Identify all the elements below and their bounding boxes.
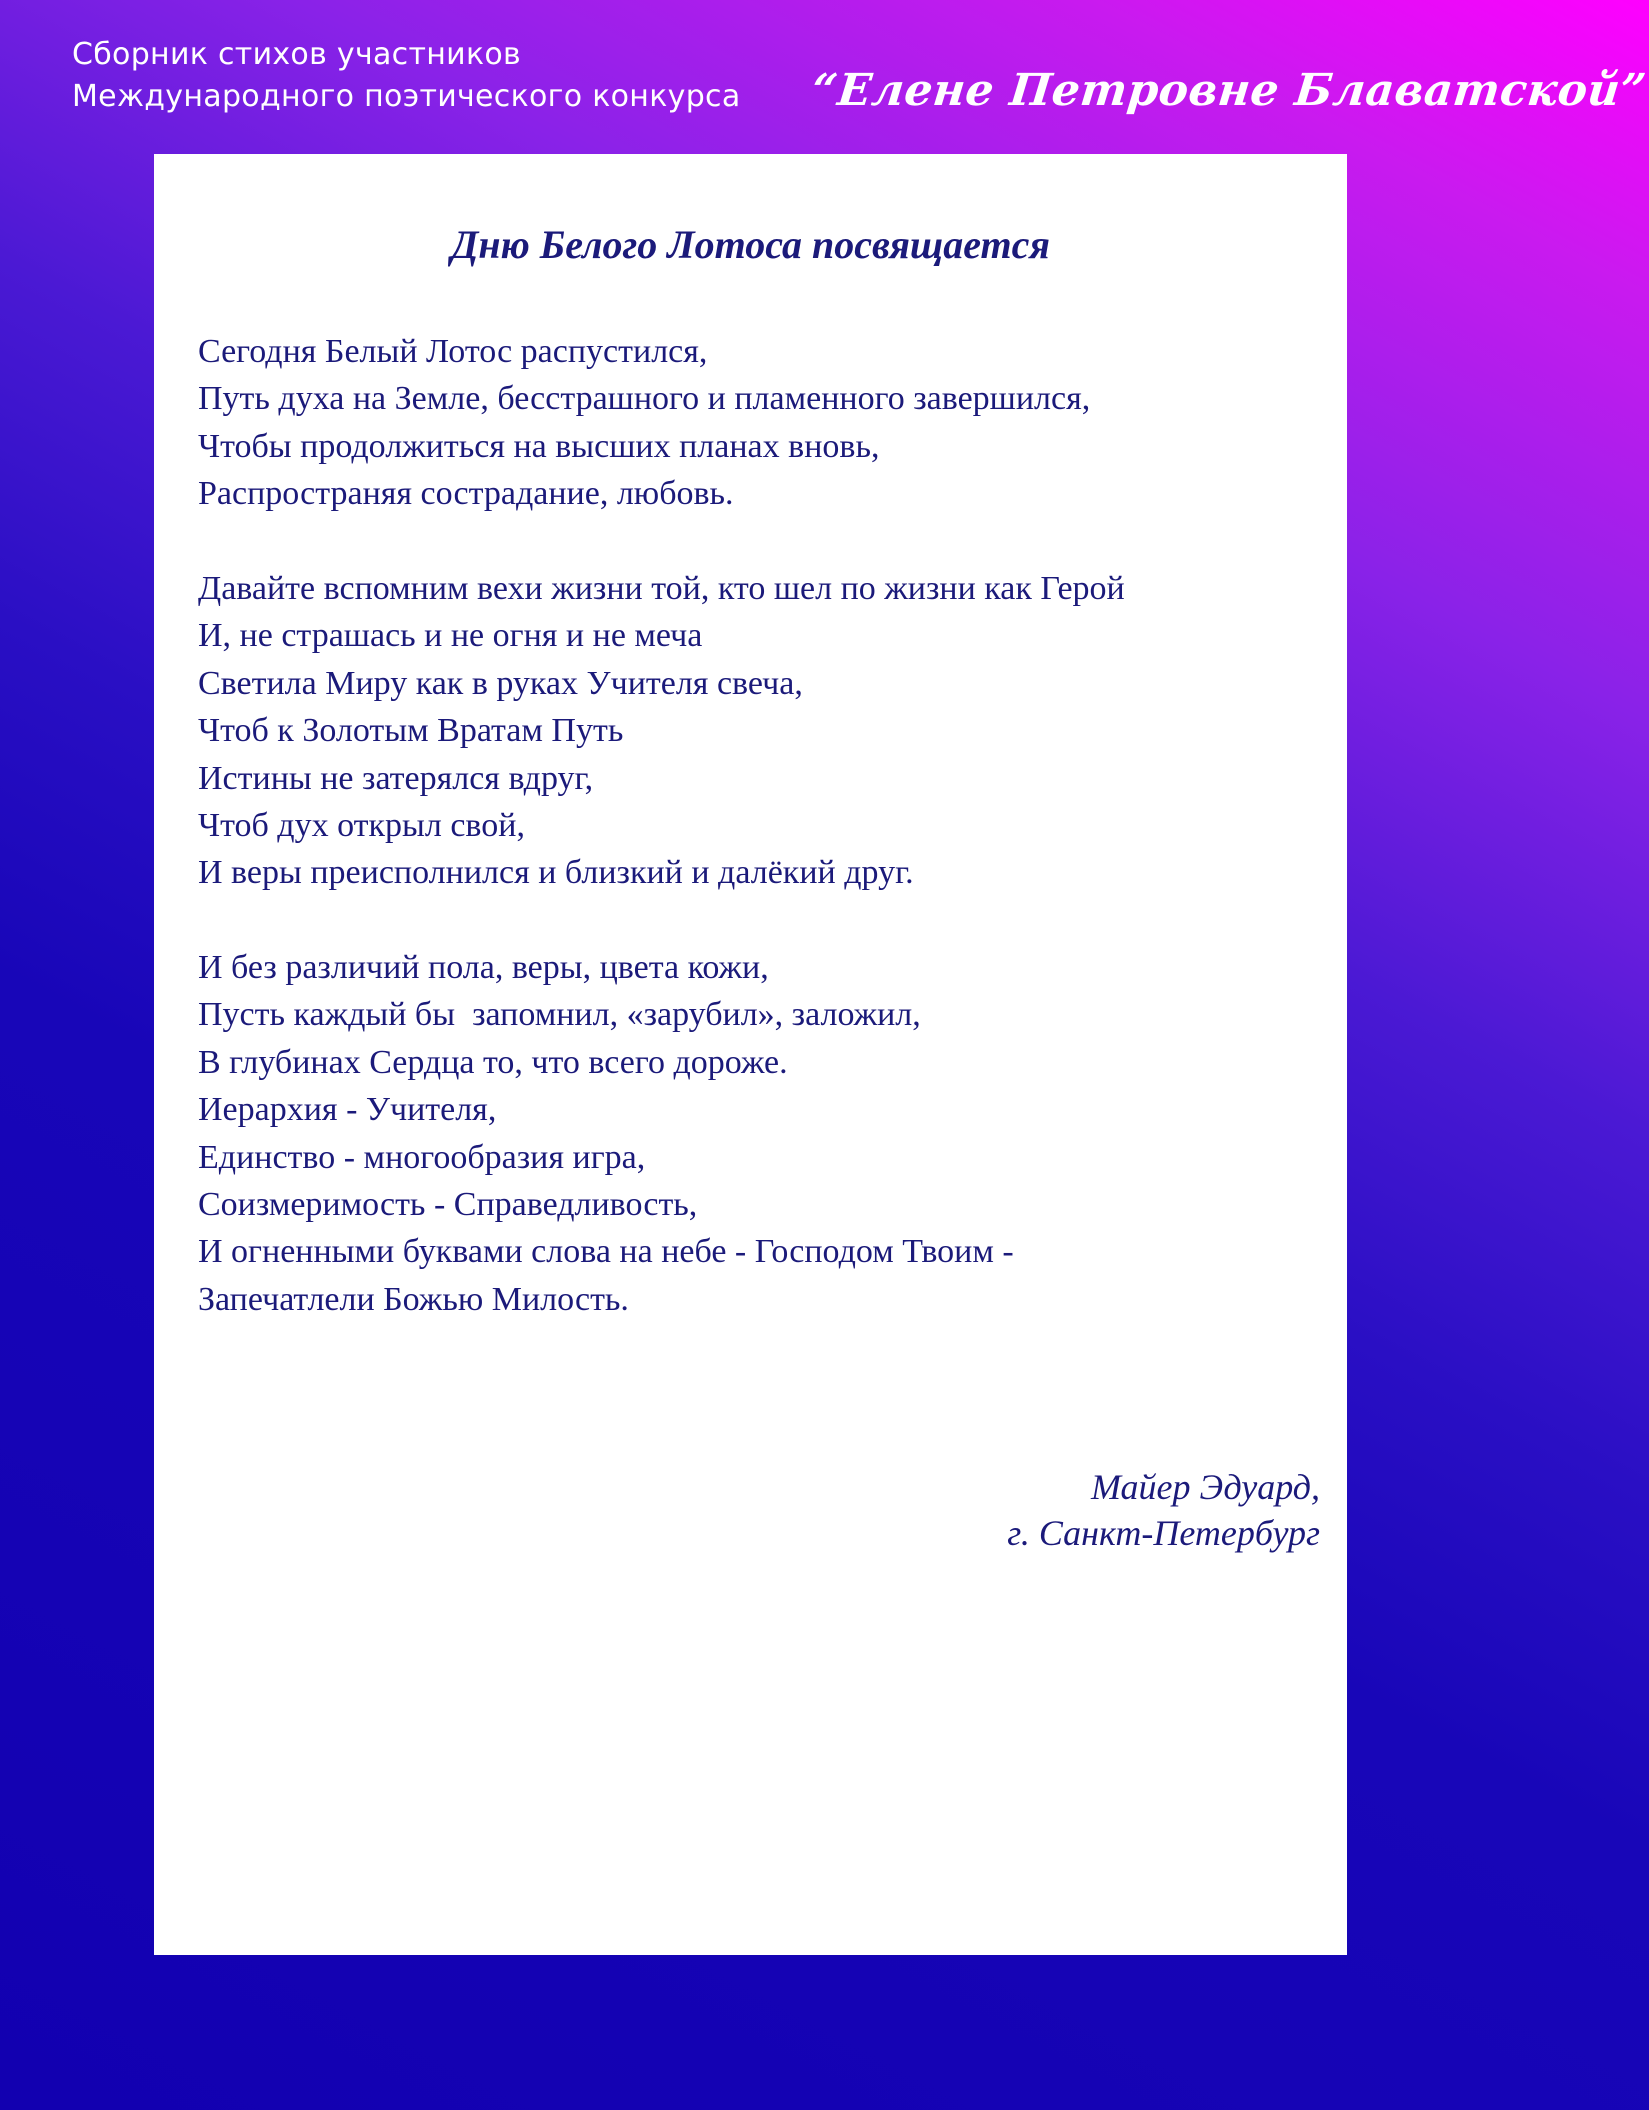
author-name: Майер Эдуард, <box>1091 1467 1320 1507</box>
poem-line: В глубинах Сердца то, что всего дороже. <box>198 1043 788 1081</box>
poem-page <box>154 154 1347 1955</box>
stanza-3 <box>198 944 1318 1323</box>
poem-line: Соизмеримость - Справедливость, <box>198 1186 698 1224</box>
poem-line: Иерархия - Учителя, <box>198 1091 497 1129</box>
poem-line: Чтоб к Золотым Вратам Путь <box>198 712 624 750</box>
poem-line: И огненными буквами слова на небе - Господом Твоим - <box>198 1233 1014 1271</box>
poem-line: И веры преисполнился и близкий и далёкий друг. <box>198 854 914 892</box>
collection-title: Сборник стихов участников <box>72 37 522 72</box>
poem-line: Чтобы продолжиться на высших планах вновь, <box>198 427 880 465</box>
author-city: г. Санкт-Петербург <box>1007 1513 1320 1553</box>
stanza-2 <box>198 565 1318 897</box>
poem-line: Чтоб дух открыл свой, <box>198 806 525 844</box>
poem-body <box>198 328 1318 1371</box>
poem-line: Истины не затерялся вдруг, <box>198 759 594 797</box>
poem-line: Запечатлели Божью Милость. <box>198 1280 629 1318</box>
poem-title: Дню Белого Лотоса посвящается <box>451 222 1050 267</box>
poem-line: Сегодня Белый Лотос распустился, <box>198 333 708 370</box>
poem-line: Светила Миру как в руках Учителя свеча, <box>198 664 803 702</box>
poem-line: Единство - многообразия игра, <box>198 1138 646 1176</box>
poem-line: Распространяя сострадание, любовь. <box>198 475 734 513</box>
collection-subtitle: Международного поэтического конкурса <box>72 79 741 114</box>
collection-header <box>72 34 1649 124</box>
contest-name: “Елене Петровне Блаватской” <box>809 65 1649 116</box>
poem-line: Пусть каждый бы запомнил, «зарубил», заложил, <box>198 996 921 1034</box>
poem-line: Давайте вспомним вехи жизни той, кто шел по жизни как Герой <box>198 569 1125 607</box>
poem-line: И, не страшась и не огня и не меча <box>198 617 703 655</box>
stanza-1 <box>198 328 1318 518</box>
author-signature <box>1007 1464 1320 1556</box>
poem-line: И без различий пола, веры, цвета кожи, <box>198 949 769 987</box>
poem-line: Путь духа на Земле, бесстрашного и пламенного завершился, <box>198 380 1091 418</box>
